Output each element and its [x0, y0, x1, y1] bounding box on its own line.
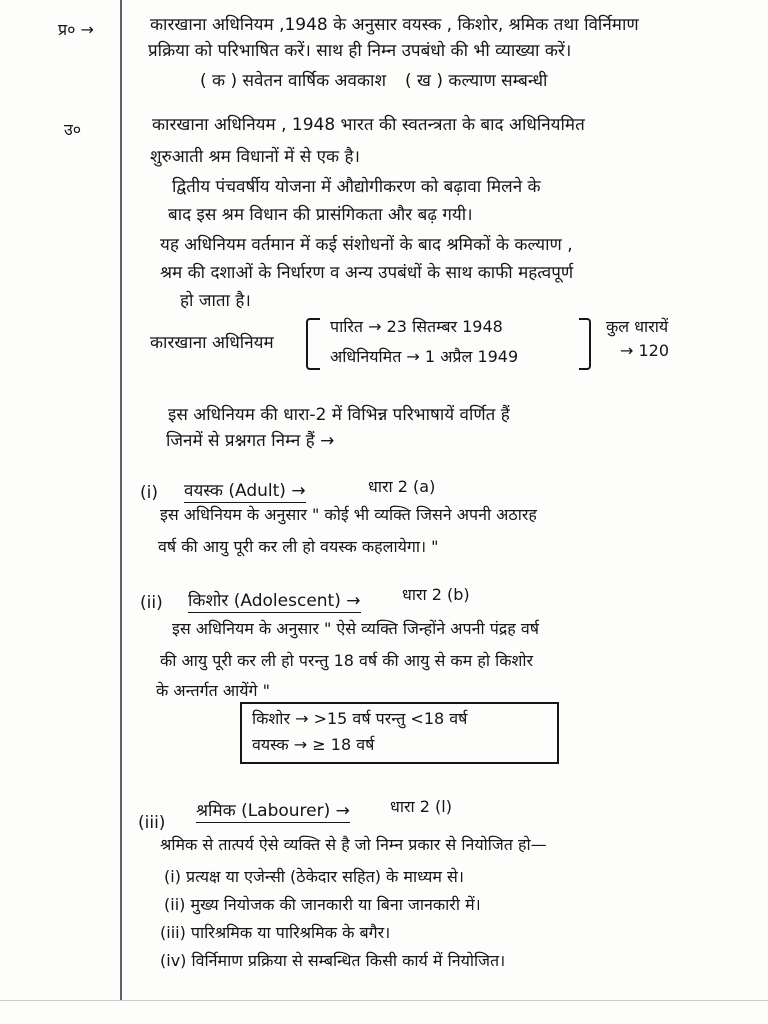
section2-intro-line2: जिनमें से प्रश्नगत निम्न हैं → [166, 431, 335, 451]
total-sections-label: कुल धारायें [606, 317, 669, 336]
labourer-item-2: (ii) मुख्य नियोजक की जानकारी या बिना जानकारी में। [164, 895, 481, 914]
question-label: प्र० → [58, 20, 94, 39]
act-summary-label: कारखाना अधिनियम [150, 333, 274, 353]
labourer-heading [196, 800, 350, 822]
labourer-title: श्रमिक (Labourer) → [196, 801, 350, 821]
answer-para1-line2: शुरुआती श्रम विधानों में से एक है। [150, 147, 360, 167]
adult-section: धारा 2 (a) [368, 477, 436, 496]
adolescent-line3: के अन्तर्गत आयेंगे " [156, 681, 270, 700]
answer-para3-line1: यह अधिनियम वर्तमान में कई संशोधनों के बाद श्रमिकों के कल्याण , [160, 235, 573, 255]
adolescent-line2: की आयु पूरी कर ली हो परन्तु 18 वर्ष की आयु से कम हो किशोर [160, 651, 534, 670]
question-line-2: प्रक्रिया को परिभाषित करें। साथ ही निम्न उपबंधो की भी व्याख्या करें। [148, 41, 572, 61]
labourer-item-4: (iv) विर्निमाण प्रक्रिया से सम्बन्धित किसी कार्य में नियोजित। [160, 951, 506, 970]
age-box-adolescent: किशोर → >15 वर्ष परन्तु <18 वर्ष [252, 709, 468, 728]
labourer-number: (iii) [138, 813, 166, 833]
answer-para3-line3: हो जाता है। [180, 291, 251, 311]
adolescent-number: (ii) [140, 593, 163, 613]
question-part-b: ( ख ) कल्याण सम्बन्धी [405, 71, 548, 91]
adolescent-title: किशोर (Adolescent) → [188, 591, 361, 611]
question-line-1: कारखाना अधिनियम ,1948 के अनुसार वयस्क , किशोर, श्रमिक तथा विर्निमाण [150, 15, 639, 35]
act-passed: पारित → 23 सितम्बर 1948 [330, 317, 503, 336]
adult-number: (i) [140, 483, 158, 503]
left-brace [306, 318, 320, 370]
labourer-item-1: (i) प्रत्यक्ष या एजेन्सी (ठेकेदार सहित) के माध्यम से। [164, 867, 464, 886]
total-sections-value: → 120 [620, 341, 670, 360]
answer-para3-line2: श्रम की दशाओं के निर्धारण व अन्य उपबंधों के साथ काफी महत्वपूर्ण [160, 263, 574, 283]
act-enacted: अधिनियमित → 1 अप्रैल 1949 [330, 347, 519, 366]
answer-para1-line1: कारखाना अधिनियम , 1948 भारत की स्वतन्त्रता के बाद अधिनियमित [152, 115, 585, 135]
labourer-intro: श्रमिक से तात्पर्य ऐसे व्यक्ति से है जो निम्न प्रकार से नियोजित हो— [160, 835, 547, 854]
labourer-section: धारा 2 (l) [390, 797, 452, 816]
answer-para2-line2: बाद इस श्रम विधान की प्रासंगिकता और बढ़ गयी। [168, 205, 473, 225]
section2-intro-line1: इस अधिनियम की धारा-2 में विभिन्न परिभाषायें वर्णित हैं [168, 405, 510, 425]
adult-heading [184, 480, 306, 502]
right-brace [579, 318, 591, 370]
adult-line1: इस अधिनियम के अनुसार " कोई भी व्यक्ति जिसने अपनी अठारह [160, 505, 537, 524]
question-part-a: ( क ) सवेतन वार्षिक अवकाश [200, 71, 387, 91]
adult-title: वयस्क (Adult) → [184, 481, 306, 501]
page-bottom-edge [0, 1000, 768, 1001]
adult-line2: वर्ष की आयु पूरी कर ली हो वयस्क कहलायेगा। " [158, 537, 439, 556]
adolescent-line1: इस अधिनियम के अनुसार " ऐसे व्यक्ति जिन्होंने अपनी पंद्रह वर्ष [172, 619, 540, 638]
labourer-item-3: (iii) पारिश्रमिक या पारिश्रमिक के बगैर। [160, 923, 391, 942]
answer-label: उ० [64, 120, 82, 139]
answer-para2-line1: द्वितीय पंचवर्षीय योजना में औद्योगीकरण को बढ़ावा मिलने के [172, 177, 541, 197]
adolescent-section: धारा 2 (b) [402, 585, 470, 604]
adolescent-heading [188, 590, 361, 612]
margin-line [120, 0, 122, 1000]
age-box-adult: वयस्क → ≥ 18 वर्ष [252, 735, 375, 754]
